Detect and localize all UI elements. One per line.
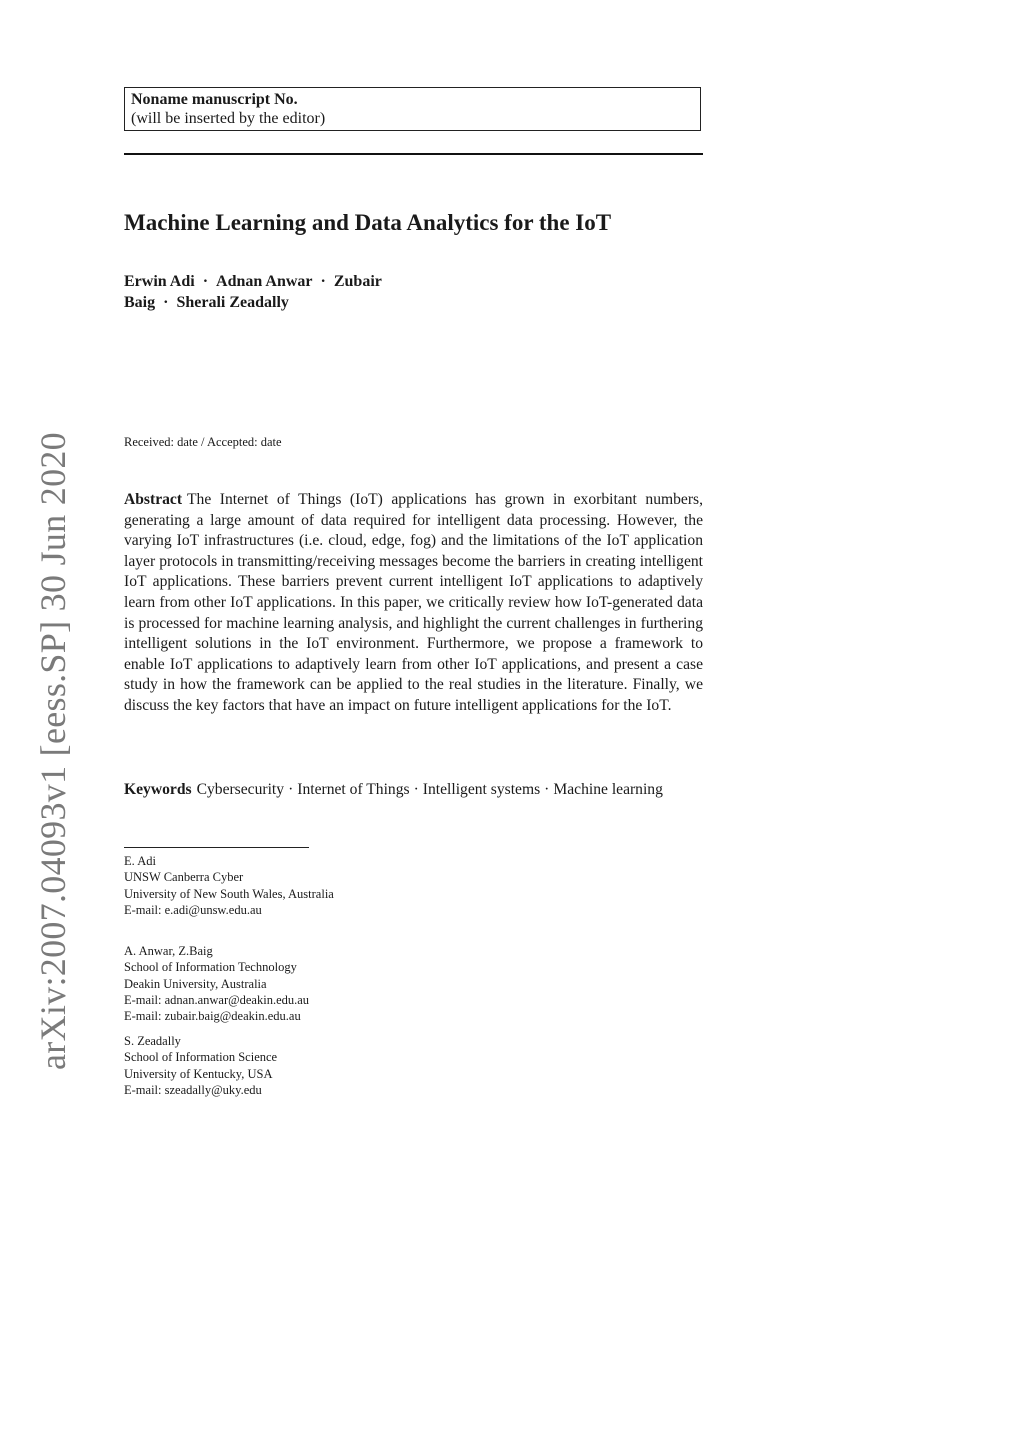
affiliation-line: University of Kentucky, USA [124, 1066, 273, 1081]
author-line-2 [124, 292, 524, 313]
affiliation-line: UNSW Canberra Cyber [124, 870, 244, 885]
affiliation-line: University of New South Wales, Australia [124, 886, 334, 901]
manuscript-number-label: Noname manuscript No. [131, 91, 298, 108]
keywords [124, 780, 703, 801]
author-list [124, 271, 524, 313]
keyword-separator: · [413, 781, 419, 798]
affiliation-line: School of Information Technology [124, 960, 297, 975]
manuscript-number-box [124, 87, 701, 131]
author-name: Sherali Zeadally [176, 294, 289, 311]
arxiv-identifier-stamp: arXiv:2007.04093v1 [eess.SP] 30 Jun 2020 [33, 432, 73, 1070]
affiliation-anwar-baig [124, 943, 309, 1024]
author-name: Erwin Adi [124, 273, 195, 290]
affiliation-email: E-mail: szeadally@uky.edu [124, 1082, 262, 1097]
affiliation-line: E. Adi [124, 854, 156, 868]
affiliation-email: E-mail: adnan.anwar@deakin.edu.au [124, 992, 310, 1007]
footnote-rule [124, 847, 309, 848]
abstract-text: The Internet of Things (IoT) applications has grown in exorbitant numbers, generating a large amount of data required for intelligent data processing. However, the varying IoT infrastructures (i.e. cloud, edge, fog) and the limitations of the IoT application layer protocols in transmitting/receiving messages become the barriers in creating intelligent IoT applications. These barriers prevent current intelligent IoT applications to adaptively learn from other IoT applications. In this paper, we critically review how IoT-generated data is processed for machine learning analysis, and highlight the current challenges in furthering intelligent solutions in the IoT environment. Furthermore, we propose a framework to enable IoT applications to adaptively learn from other IoT applications, and present a case study in how the framework can be applied to the real studies in the literature. Finally, we discuss the key factors that have an impact on future intelligent applications for the IoT. [124, 491, 703, 714]
affiliation-line: A. Anwar, Z.Baig [124, 944, 213, 958]
abstract [124, 490, 703, 717]
keyword-separator: · [544, 781, 550, 798]
author-separator: · [320, 273, 326, 290]
author-name: Adnan Anwar [216, 273, 313, 290]
affiliation-zeadally [124, 1033, 277, 1098]
author-separator: · [163, 294, 169, 311]
abstract-label: Abstract [124, 491, 183, 508]
author-line-1 [124, 271, 524, 292]
author-separator: · [202, 273, 209, 290]
keyword-separator: · [288, 781, 294, 798]
received-accepted-dates: Received: date / Accepted: date [124, 435, 282, 449]
affiliation-email: E-mail: e.adi@unsw.edu.au [124, 902, 262, 917]
affiliation-line: School of Information Science [124, 1050, 278, 1065]
keyword: Internet of Things [297, 781, 410, 798]
manuscript-editor-note: (will be inserted by the editor) [131, 110, 326, 127]
author-name: Zubair [333, 273, 382, 290]
affiliation-line: S. Zeadally [124, 1034, 181, 1048]
affiliation-email: E-mail: zubair.baig@deakin.edu.au [124, 1009, 301, 1024]
affiliation-line: Deakin University, Australia [124, 976, 267, 991]
author-name: Baig [124, 294, 156, 311]
keyword: Cybersecurity [196, 781, 285, 798]
keywords-label: Keywords [124, 781, 192, 798]
header-rule [124, 153, 703, 155]
affiliation-adi [124, 853, 334, 918]
paper-title: Machine Learning and Data Analytics for the IoT [124, 210, 612, 235]
keyword: Machine learning [553, 781, 663, 798]
keyword: Intelligent systems [422, 781, 541, 798]
